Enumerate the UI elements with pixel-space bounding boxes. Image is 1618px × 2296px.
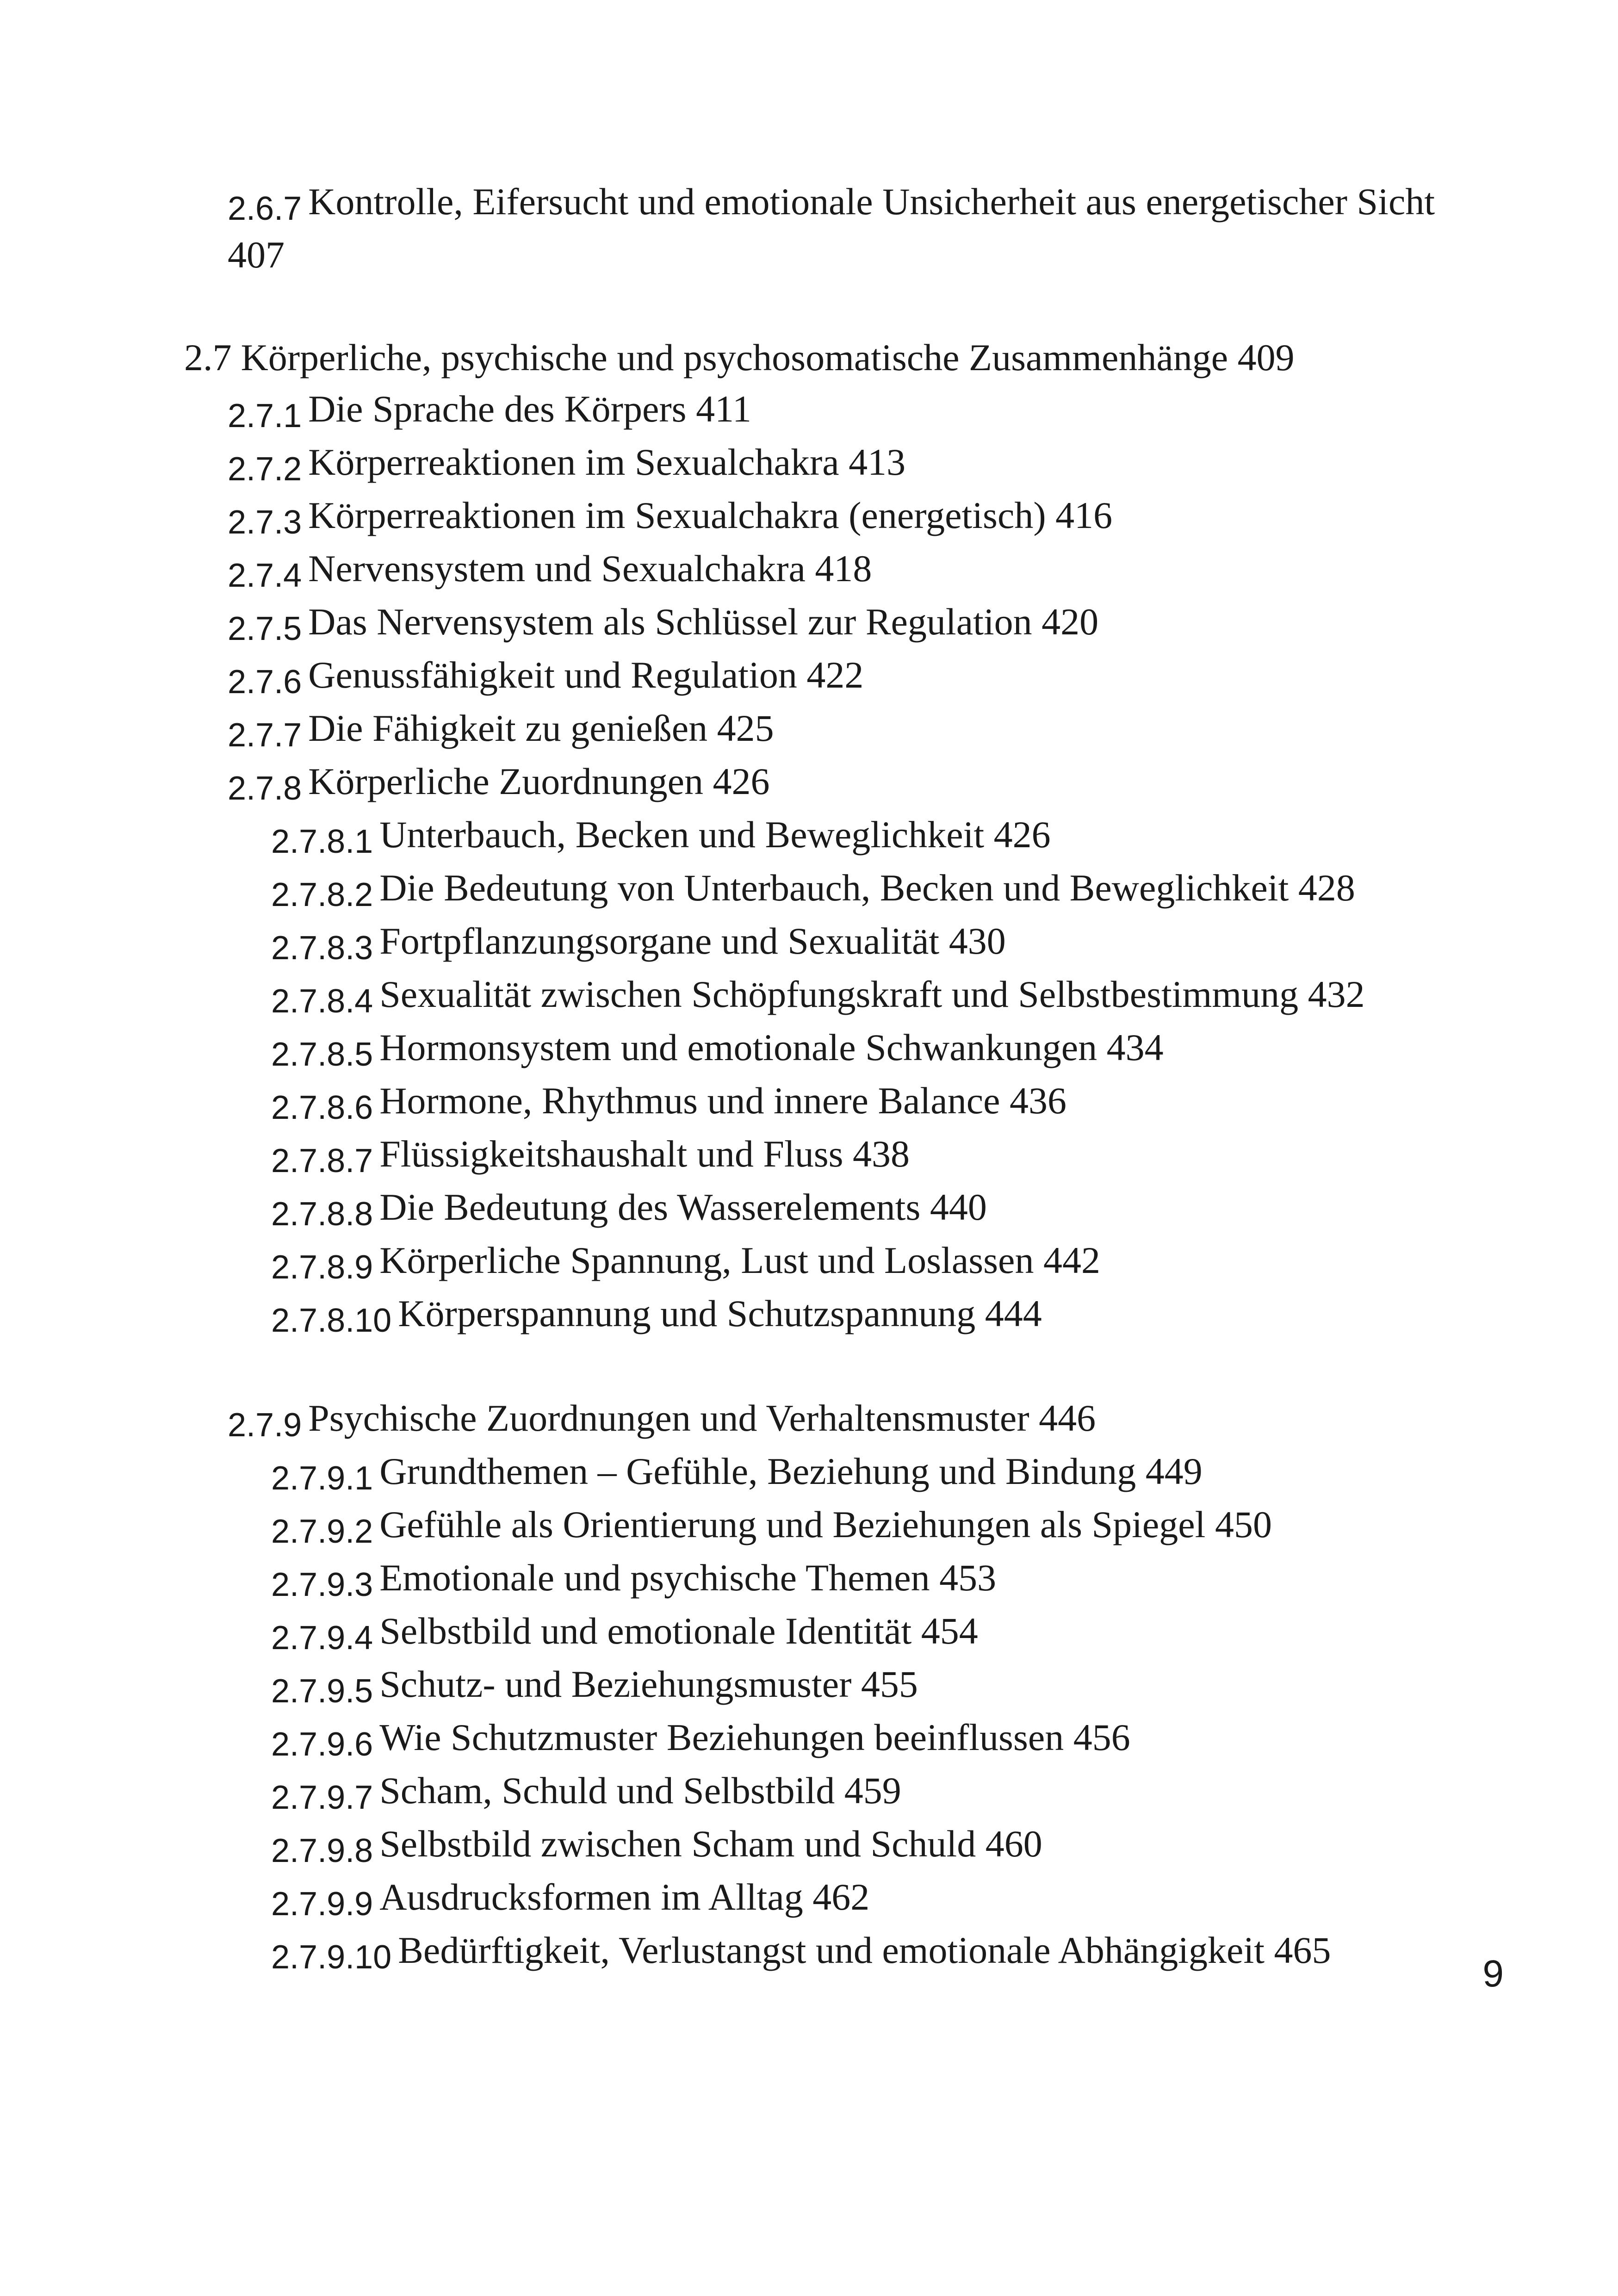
toc-entry-number: 2.7.8.9 <box>271 1249 373 1286</box>
toc-entry-number: 2.7 <box>184 336 232 379</box>
toc-entry-title: Selbstbild zwischen Scham und Schuld 460 <box>379 1823 1042 1865</box>
toc-entry <box>184 1181 1461 1235</box>
toc-entry <box>184 1818 1461 1871</box>
toc-entry-title: Das Nervensystem als Schlüssel zur Regulation 420 <box>308 601 1099 643</box>
toc-entry-number: 2.7.9.2 <box>271 1513 373 1550</box>
toc-entry-title: Genussfähigkeit und Regulation 422 <box>308 654 864 696</box>
toc-entry-title: Kontrolle, Eifersucht und emotionale Unsicherheit aus energetischer Sicht 407 <box>228 180 1435 276</box>
toc-entry <box>184 756 1461 809</box>
toc-entry-number: 2.7.9.9 <box>271 1886 373 1923</box>
toc-entry <box>184 1552 1461 1605</box>
toc-entry-number: 2.7.8.2 <box>271 876 373 913</box>
toc-entry-number: 2.7.9.7 <box>271 1779 373 1816</box>
toc-entry-number: 2.7.8 <box>228 770 302 807</box>
toc-entry <box>184 1446 1461 1499</box>
toc-entry <box>184 176 1461 280</box>
toc-entry <box>184 1128 1461 1181</box>
toc-entry-title: Hormone, Rhythmus und innere Balance 436 <box>379 1080 1066 1122</box>
toc-entry <box>184 1712 1461 1765</box>
toc-entry <box>184 702 1461 756</box>
toc-entry-title: Die Bedeutung von Unterbauch, Becken und Beweglichkeit 428 <box>379 867 1355 909</box>
toc-entry-title: Körperreaktionen im Sexualchakra (energetisch) 416 <box>308 494 1113 536</box>
toc-entry-title: Grundthemen – Gefühle, Beziehung und Bindung 449 <box>379 1450 1203 1492</box>
toc-entry-title: Körperspannung und Schutzspannung 444 <box>398 1292 1042 1334</box>
toc-entry <box>184 968 1461 1022</box>
toc-entry-number: 2.7.8.6 <box>271 1089 373 1126</box>
toc-entry-title: Sexualität zwischen Schöpfungskraft und Selbstbestimmung 432 <box>379 973 1365 1015</box>
toc-entry-number: 2.7.2 <box>228 451 302 488</box>
toc-entry-title: Hormonsystem und emotionale Schwankungen 434 <box>379 1026 1164 1068</box>
toc-entry-title: Körperreaktionen im Sexualchakra 413 <box>308 441 906 483</box>
section-gap <box>184 1341 1461 1392</box>
toc-entry <box>184 436 1461 490</box>
toc-entry-number: 2.7.3 <box>228 504 302 541</box>
toc-entry-number: 2.7.8.8 <box>271 1196 373 1233</box>
toc-entry-title: Ausdrucksformen im Alltag 462 <box>379 1876 870 1918</box>
section-gap <box>184 280 1461 332</box>
toc-entry <box>184 543 1461 596</box>
toc-entry-title: Flüssigkeitshaushalt und Fluss 438 <box>379 1133 910 1175</box>
toc-entry <box>184 1605 1461 1658</box>
toc-entry-title: Bedürftigkeit, Verlustangst und emotionale Abhängigkeit 465 <box>398 1929 1331 1971</box>
toc-entry-title: Körperliche Spannung, Lust und Loslassen 442 <box>379 1239 1100 1281</box>
toc-entry-title: Körperliche Zuordnungen 426 <box>308 760 770 802</box>
toc-entry-number: 2.7.9.1 <box>271 1460 373 1497</box>
toc-entry-title: Die Sprache des Körpers 411 <box>308 388 752 430</box>
toc-entry <box>184 649 1461 702</box>
toc-entry-number: 2.7.8.4 <box>271 983 373 1020</box>
toc-entry-title: Selbstbild und emotionale Identität 454 <box>379 1610 978 1652</box>
toc-entry-number: 2.7.9.4 <box>271 1620 373 1657</box>
toc-entry <box>184 1288 1461 1341</box>
toc-entry-title: Psychische Zuordnungen und Verhaltensmuster 446 <box>308 1397 1096 1439</box>
toc-entry-number: 2.7.9.5 <box>271 1673 373 1710</box>
toc-entry-number: 2.6.7 <box>228 190 302 227</box>
toc-entry-number: 2.7.7 <box>228 717 302 754</box>
toc-entry-number: 2.7.8.5 <box>271 1036 373 1073</box>
toc-entry <box>184 1924 1461 1978</box>
toc-entry <box>184 383 1461 436</box>
toc-entry-title: Körperliche, psychische und psychosomatische Zusammenhänge 409 <box>241 336 1295 379</box>
toc-entry <box>184 1075 1461 1128</box>
toc-entry-number: 2.7.8.7 <box>271 1142 373 1179</box>
toc-entry <box>184 332 1461 383</box>
toc-entry <box>184 1658 1461 1712</box>
toc-entry-title: Gefühle als Orientierung und Beziehungen als Spiegel 450 <box>379 1503 1272 1545</box>
toc-entry <box>184 1235 1461 1288</box>
toc-entry-number: 2.7.9.3 <box>271 1566 373 1603</box>
toc-entry <box>184 1392 1461 1446</box>
toc-entry <box>184 1871 1461 1924</box>
toc-entry <box>184 596 1461 649</box>
toc-entry-number: 2.7.8.3 <box>271 930 373 967</box>
toc-entry <box>184 809 1461 862</box>
toc-entry-number: 2.7.9.8 <box>271 1832 373 1869</box>
toc-entry <box>184 1022 1461 1075</box>
toc-entry-title: Scham, Schuld und Selbstbild 459 <box>379 1769 901 1812</box>
toc-entry-number: 2.7.9.6 <box>271 1726 373 1763</box>
toc-entry-title: Schutz- und Beziehungsmuster 455 <box>379 1663 918 1705</box>
toc-entry <box>184 1765 1461 1818</box>
toc-entry-title: Die Bedeutung des Wasserelements 440 <box>379 1186 987 1228</box>
toc-entry-title: Fortpflanzungsorgane und Sexualität 430 <box>379 920 1006 962</box>
toc-entry-number: 2.7.1 <box>228 397 302 434</box>
toc-entry <box>184 1499 1461 1552</box>
toc-entry-number: 2.7.9.10 <box>271 1939 392 1976</box>
toc-entry-number: 2.7.5 <box>228 610 302 647</box>
table-of-contents <box>184 176 1461 1978</box>
toc-entry-number: 2.7.4 <box>228 557 302 594</box>
toc-entry-title: Wie Schutzmuster Beziehungen beeinflussen 456 <box>379 1716 1130 1758</box>
toc-entry <box>184 862 1461 915</box>
toc-entry-number: 2.7.9 <box>228 1407 302 1444</box>
toc-entry-number: 2.7.6 <box>228 664 302 701</box>
toc-entry-title: Die Fähigkeit zu genießen 425 <box>308 707 774 749</box>
toc-entry-number: 2.7.8.1 <box>271 823 373 860</box>
toc-entry <box>184 490 1461 543</box>
toc-entry-number: 2.7.8.10 <box>271 1302 392 1339</box>
toc-entry-title: Unterbauch, Becken und Beweglichkeit 426 <box>379 813 1051 856</box>
page-number: 9 <box>1482 1953 1504 1995</box>
toc-entry-title: Emotionale und psychische Themen 453 <box>379 1557 997 1599</box>
toc-entry-title: Nervensystem und Sexualchakra 418 <box>308 547 872 590</box>
toc-entry <box>184 915 1461 968</box>
